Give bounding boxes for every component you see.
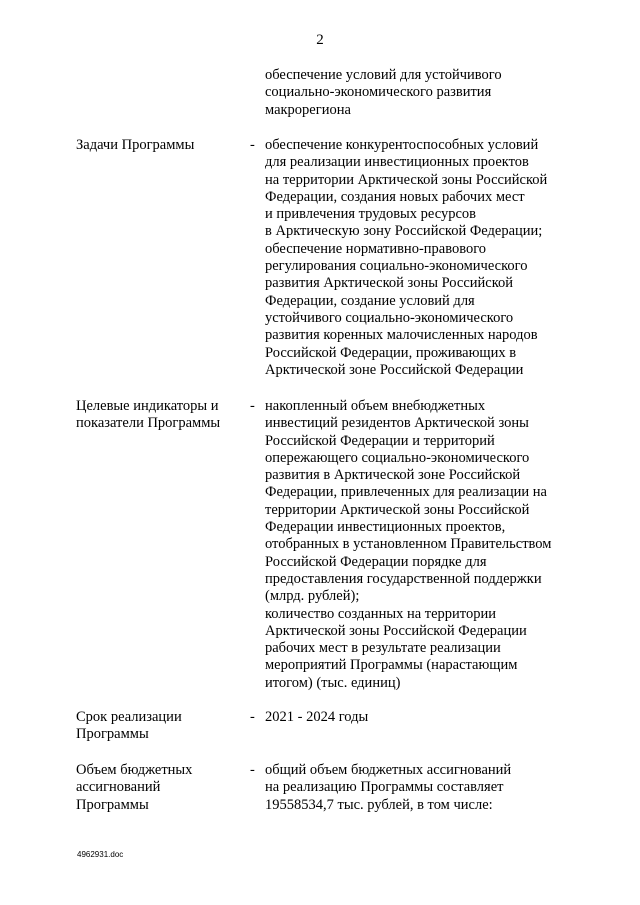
- text-line: Федерации, создание условий для: [265, 292, 475, 309]
- section-content: [265, 398, 595, 692]
- page-number: 2: [316, 32, 324, 48]
- section-content: [265, 137, 595, 379]
- label-line: Программы: [76, 726, 149, 743]
- text-line: развития Арктической зоны Российской: [265, 275, 514, 292]
- label-line: Объем бюджетных: [76, 762, 193, 778]
- text-line: развития коренных малочисленных народов: [265, 327, 538, 344]
- text-line: обеспечение нормативно-правового: [265, 240, 487, 257]
- text-line: общий объем бюджетных ассигнований: [265, 762, 512, 778]
- text-line: Арктической зоны Российской Федерации: [265, 622, 527, 639]
- label-line: Программы: [76, 796, 149, 813]
- section-label: [76, 137, 236, 154]
- text-line: накопленный объем внебюджетных: [265, 398, 486, 414]
- text-line: рабочих мест в результате реализации: [265, 640, 501, 657]
- text-line: Арктической зоне Российской Федерации: [265, 361, 524, 378]
- text-line: территории Арктической зоны Российской: [265, 501, 530, 518]
- dash-marker: -: [250, 137, 255, 153]
- text-line: 2021 - 2024 годы: [265, 709, 369, 725]
- text-line: количество созданных на территории: [265, 605, 496, 622]
- section-label: [76, 762, 236, 814]
- text-line: макрорегиона: [265, 101, 351, 118]
- text-line: социально-экономического развития: [265, 84, 492, 101]
- text-line: опережающего социально-экономического: [265, 449, 530, 466]
- text-line: Федерации, привлеченных для реализации на: [265, 484, 547, 501]
- text-line: регулирования социально-экономического: [265, 258, 528, 275]
- text-line: Российской Федерации, проживающих в: [265, 344, 517, 361]
- label-line: Задачи Программы: [76, 137, 195, 153]
- text-line: (млрд. рублей);: [265, 588, 360, 605]
- text-line: итогом) (тыс. единиц): [265, 674, 401, 691]
- dash-marker: -: [250, 709, 255, 725]
- text-line: Федерации инвестиционных проектов,: [265, 519, 506, 536]
- text-line: предоставления государственной поддержки: [265, 570, 542, 587]
- section-label: [76, 709, 236, 744]
- label-line: Целевые индикаторы и: [76, 398, 219, 414]
- text-line: в Арктическую зону Российской Федерации;: [265, 223, 543, 240]
- section-content: [265, 709, 595, 726]
- label-line: показатели Программы: [76, 415, 221, 432]
- section-content: [265, 762, 595, 814]
- goal-text: [265, 67, 595, 119]
- text-line: Российской Федерации порядке для: [265, 553, 487, 570]
- text-line: обеспечение конкурентоспособных условий: [265, 137, 539, 153]
- text-line: на территории Арктической зоны Российской: [265, 171, 548, 188]
- text-line: Российской Федерации и территорий: [265, 432, 495, 449]
- dash-marker: -: [250, 762, 255, 778]
- text-line: устойчивого социально-экономического: [265, 309, 514, 326]
- text-line: мероприятий Программы (нарастающим: [265, 657, 518, 674]
- document-filename: 4962931.doc: [77, 850, 124, 859]
- text-line: инвестиций резидентов Арктической зоны: [265, 415, 529, 432]
- text-line: отобранных в установленном Правительством: [265, 536, 552, 553]
- dash-marker: -: [250, 398, 255, 414]
- label-line: Срок реализации: [76, 709, 182, 725]
- text-line: обеспечение условий для устойчивого: [265, 67, 502, 83]
- text-line: развития в Арктической зоне Российской: [265, 467, 521, 484]
- text-line: 19558534,7 тыс. рублей, в том числе:: [265, 796, 493, 813]
- text-line: для реализации инвестиционных проектов: [265, 154, 529, 171]
- label-line: ассигнований: [76, 779, 161, 796]
- section-label: [76, 398, 236, 433]
- text-line: и привлечения трудовых ресурсов: [265, 206, 476, 223]
- text-line: Федерации, создания новых рабочих мест: [265, 188, 525, 205]
- text-line: на реализацию Программы составляет: [265, 779, 504, 796]
